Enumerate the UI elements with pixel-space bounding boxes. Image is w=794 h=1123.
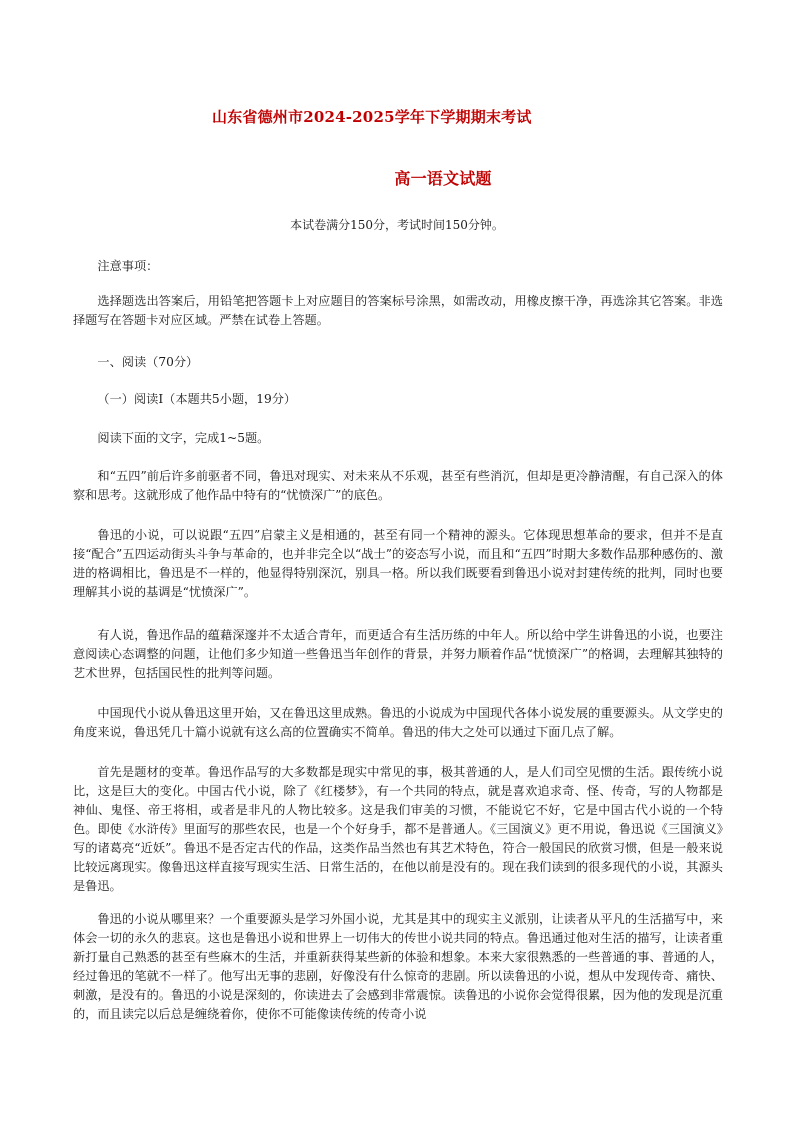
paragraph-text: 鲁迅的小说，可以说跟“五四”启蒙主义是相通的，甚至有同一个精神的源头。它体现思想革命的要求，但并不是直接“配合”五四运动街头斗争与革命的，也并非完全以“战士”的姿态写小说，而且和“五四”时期大多数作品那种感伤的、激进的格调相比，鲁迅是不一样的，他显得特别深沉，别具一格。所以我们既要看到鲁迅小说对封建传统的批判，同时也要理解其小说的基调是“忧愤深广”。 (73, 528, 723, 599)
exam-title: 山东省德州市2024-2025学年下学期期末考试 (212, 108, 532, 126)
exam-subtitle: 高一语文试题 (394, 169, 492, 188)
paragraph-3 (73, 626, 723, 683)
paragraph-text: 首先是题材的变革。鲁迅作品写的大多数都是现实中常见的事，极其普通的人，是人们司空见惯的生活。跟传统小说比，这是巨大的变化。中国古代小说，除了《红楼梦》，有一个共同的特点，就是喜欢追求奇、怪、传奇，写的人物都是神仙、鬼怪、帝王将相，或者是非凡的人物比较多。这是我们审美的习惯，不能说它不好，它是中国古代小说的一个特色。即使《水浒传》里面写的那些农民，也是一个个好身手，都不是普通人。《三国演义》更不用说，鲁迅说《三国演义》写的诸葛亮“近妖”。鲁迅不是否定古代的作品，这类作品当然也有其艺术特色，符合一般国民的欣赏习惯，但是一般来说比较远离现实。像鲁迅这样直接写现实生活、日常生活的，在他以前是没有的。现在我们读到的很多现代的小说，其源头是鲁迅。 (73, 765, 723, 893)
notice-text: 选择题选出答案后，用铅笔把答题卡上对应题目的答案标号涂黑，如需改动，用橡皮擦干净，再选涂其它答案。非选择题写在答题卡对应区域。严禁在试卷上答题。 (73, 294, 723, 327)
notice-heading-text: 注意事项： (97, 259, 159, 273)
instruction-text: 阅读下面的文字，完成1~5题。 (97, 431, 270, 445)
section-one (73, 353, 723, 372)
notice-heading (73, 257, 723, 276)
paragraph-text: 有人说，鲁迅作品的蕴藉深邃并不太适合青年，而更适合有生活历练的中年人。所以给中学生讲鲁迅的小说，也要注意阅读心态调整的问题，让他们多少知道一些鲁迅当年创作的背景，并努力顺着作品“忧愤深广”的格调，去理解其独特的艺术世界，包括国民性的批判等问题。 (73, 628, 723, 680)
subsection-one (73, 390, 723, 409)
section-one-heading: 一、阅读（70分） (97, 355, 199, 369)
notice-block (73, 292, 723, 330)
paragraph-1 (73, 467, 723, 505)
paragraph-text: 鲁迅的小说从哪里来？一个重要源头是学习外国小说，尤其是其中的现实主义派别，让读者从平凡的生活描写中，来体会一切的永久的悲哀。这也是鲁迅小说和世界上一切伟大的传世小说共同的特点。鲁迅通过他对生活的描写，让读者重新打量自己熟悉的甚至有些麻木的生活，并重新获得某些新的体验和想象。本来大家很熟悉的一些普通的事、普通的人，经过鲁迅的笔就不一样了。他写出无事的悲剧，好像没有什么惊奇的悲剧。所以读鲁迅的小说，想从中发现传奇、痛快、刺激，是没有的。鲁迅的小说是深刻的，你读进去了会感到非常震惊。读鲁迅的小说你会觉得很累，因为他的发现是沉重的，而且读完以后总是缠绕着你，使你不可能像读传统的传奇小说 (73, 912, 723, 1021)
paragraph-5 (73, 763, 723, 896)
paragraph-text: 中国现代小说从鲁迅这里开始，又在鲁迅这里成熟。鲁迅的小说成为中国现代各体小说发展的重要源头。从文学史的角度来说，鲁迅凭几十篇小说就有这么高的位置确实不简单。鲁迅的伟大之处可以通过下面几点了解。 (73, 706, 723, 739)
paragraph-6 (73, 910, 723, 1024)
subsection-one-heading: （一）阅读Ⅰ（本题共5小题，19分） (97, 392, 297, 406)
paragraph-4 (73, 704, 723, 742)
paragraph-2 (73, 526, 723, 602)
paragraph-text: 和“五四”前后许多前驱者不同，鲁迅对现实、对未来从不乐观，甚至有些消沉，但却是更冷静清醒，有自己深入的体察和思考。这就形成了他作品中特有的“忧愤深广”的底色。 (73, 469, 723, 502)
instruction (73, 429, 723, 448)
exam-info: 本试卷满分150分，考试时间150分钟。 (290, 218, 504, 232)
